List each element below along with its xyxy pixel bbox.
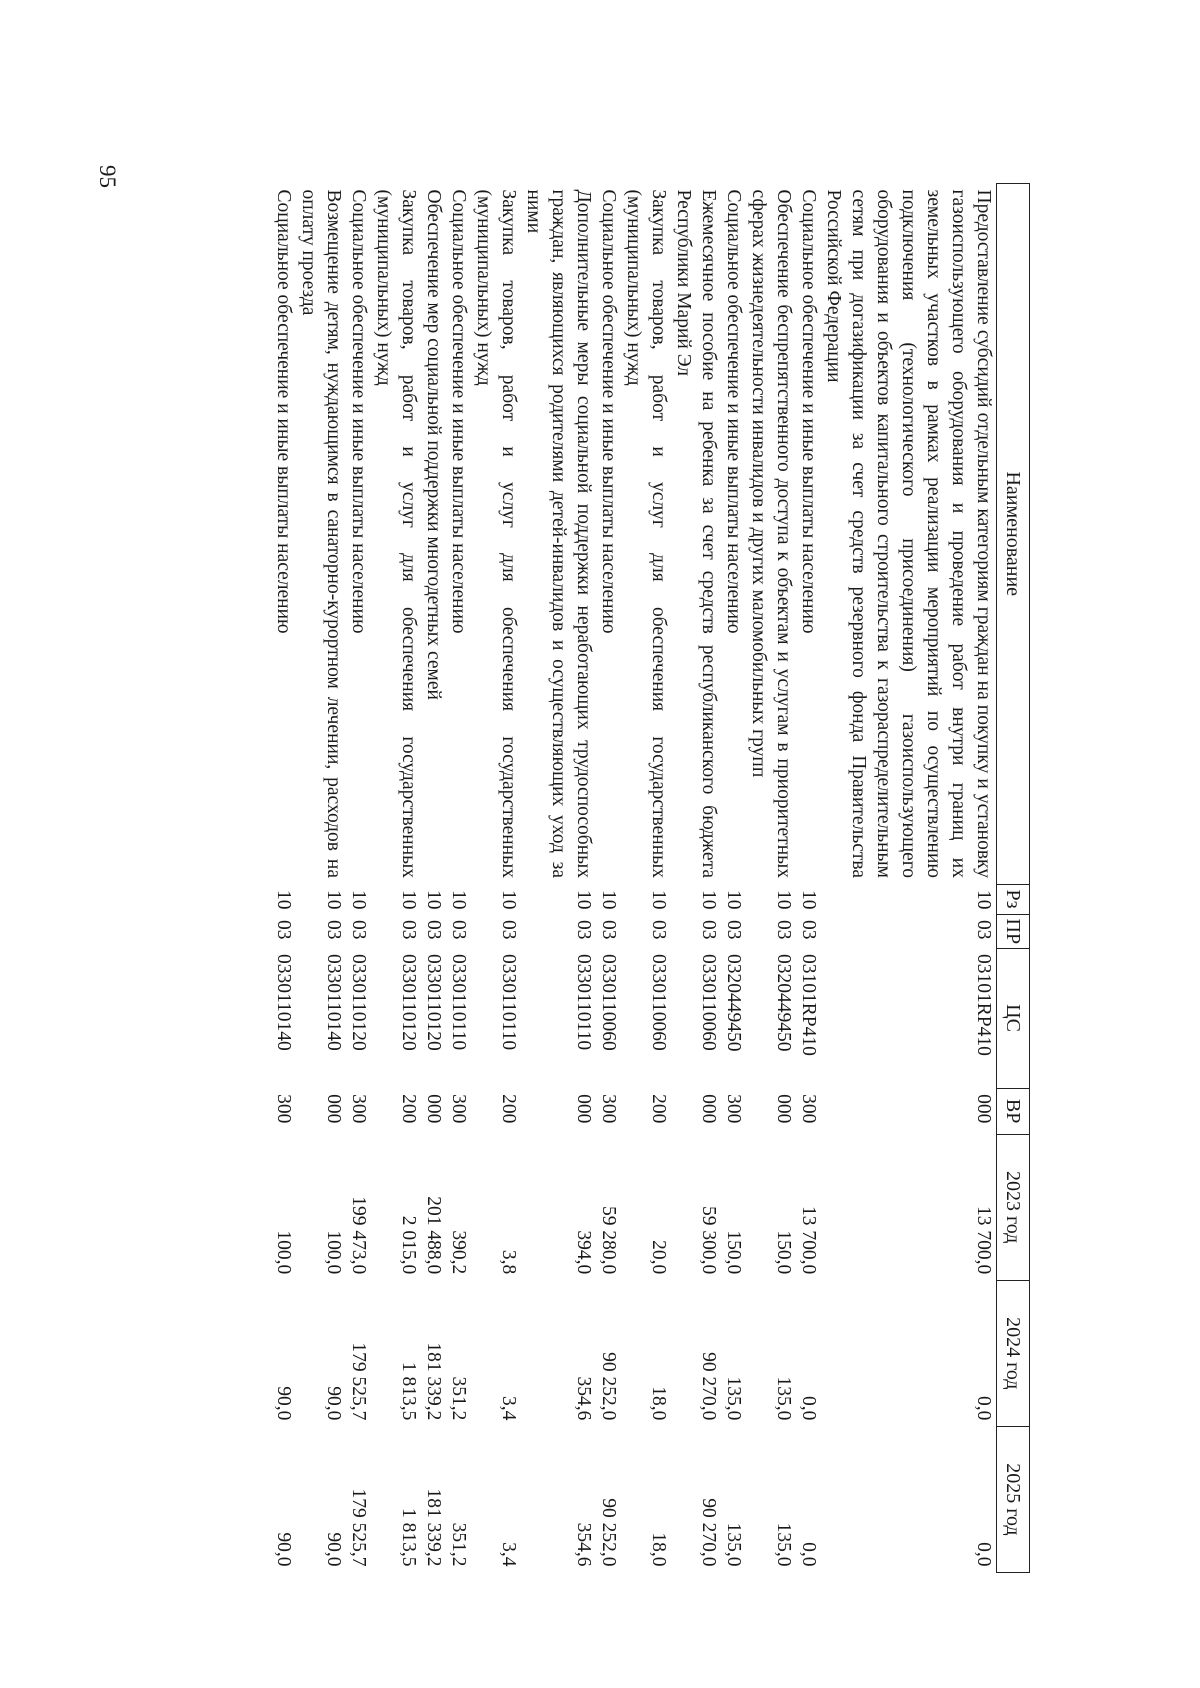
row-vr: 300 — [598, 1094, 619, 1124]
row-2025: 0,0 — [973, 1542, 994, 1567]
table-row — [446, 184, 471, 1573]
row-pr: 03 — [598, 920, 619, 940]
row-name: Предоставление субсидий отдельным категориям граждан на покупку и установку газоиспользующего оборудования и проведение работ внутри границ их земельных участков в рамках реализации мероприятий по осуществлению подключения (технологического присоединения) газоиспользующего оборудования и объектов капитального строительства к газораспределительным сетям при догазификации за счет средств резервного фонда Правительства Российской Федерации — [823, 189, 994, 878]
row-2023: 59 280,0 — [598, 1206, 619, 1275]
table-row — [671, 184, 721, 1573]
row-rz: 10 — [773, 890, 794, 910]
row-rz: 10 — [323, 890, 344, 910]
row-2025: 90 252,0 — [598, 1498, 619, 1567]
table-row — [621, 184, 671, 1573]
row-name: Закупка товаров, работ и услуг для обеспечения государственных (муниципальных) нужд — [373, 189, 419, 878]
rotated-page-content — [170, 183, 1030, 1573]
header-pr: ПР — [997, 914, 1030, 948]
row-vr: 300 — [273, 1094, 294, 1124]
row-cs: 0330110120 — [348, 954, 369, 1051]
row-2024: 135,0 — [723, 1376, 744, 1421]
row-2023: 201 488,0 — [423, 1196, 444, 1275]
row-name: Социальное обеспечение и иные выплаты населению — [348, 189, 369, 634]
row-cs: 03101RP410 — [798, 954, 819, 1056]
row-rz: 10 — [423, 890, 444, 910]
table-header — [997, 184, 1030, 1573]
row-cs: 03101RP410 — [973, 954, 994, 1056]
budget-table — [271, 183, 1030, 1573]
row-vr: 300 — [798, 1094, 819, 1124]
row-name: Дополнительные меры социальной поддержки неработающих трудоспособных граждан, являющихся родителями детей-инвалидов и осуществляющих уход за ними — [523, 189, 594, 878]
row-pr: 03 — [348, 920, 369, 940]
row-cs: 0330110120 — [398, 954, 419, 1051]
row-cs: 0330110110 — [448, 954, 469, 1051]
row-2025: 3,4 — [498, 1542, 519, 1567]
row-vr: 000 — [773, 1094, 794, 1124]
header-name: Наименование — [997, 184, 1030, 885]
row-cs: 0330110110 — [573, 954, 594, 1051]
row-2023: 100,0 — [273, 1230, 294, 1275]
row-2024: 135,0 — [773, 1376, 794, 1421]
table-row — [271, 184, 296, 1573]
row-2024: 90 270,0 — [698, 1352, 719, 1421]
row-vr: 300 — [348, 1094, 369, 1124]
row-2024: 351,2 — [448, 1376, 469, 1421]
row-2024: 354,6 — [573, 1376, 594, 1421]
row-vr: 300 — [448, 1094, 469, 1124]
row-rz: 10 — [448, 890, 469, 910]
row-name: Ежемесячное пособие на ребенка за счет средств республиканского бюджета Республики Марий Эл — [673, 189, 719, 878]
row-cs: 0330110060 — [698, 954, 719, 1051]
row-pr: 03 — [323, 920, 344, 940]
row-cs: 0330110120 — [423, 954, 444, 1051]
row-name: Возмещение детям, нуждающимся в санаторно-курортном лечении, расходов на оплату проезда — [298, 189, 344, 878]
row-pr: 03 — [573, 920, 594, 940]
table-row — [421, 184, 446, 1573]
row-2025: 351,2 — [448, 1522, 469, 1567]
table-row — [296, 184, 346, 1573]
row-rz: 10 — [973, 890, 994, 910]
row-cs: 0330110060 — [598, 954, 619, 1051]
row-2024: 179 525,7 — [348, 1342, 369, 1421]
row-2023: 13 700,0 — [798, 1206, 819, 1275]
row-pr: 03 — [398, 920, 419, 940]
row-2023: 13 700,0 — [973, 1206, 994, 1275]
row-2025: 1 813,5 — [398, 1508, 419, 1567]
table-body — [271, 184, 997, 1573]
row-vr: 200 — [648, 1094, 669, 1124]
row-2024: 0,0 — [973, 1395, 994, 1421]
row-2025: 90,0 — [323, 1532, 344, 1567]
row-rz: 10 — [398, 890, 419, 910]
row-2024: 181 339,2 — [423, 1342, 444, 1421]
row-2023: 20,0 — [648, 1240, 669, 1275]
row-2024: 90 252,0 — [598, 1352, 619, 1421]
row-cs: 0330110140 — [273, 954, 294, 1051]
row-cs: 0330110060 — [648, 954, 669, 1051]
row-rz: 10 — [648, 890, 669, 910]
row-name: Социальное обеспечение и иные выплаты населению — [273, 189, 294, 634]
row-rz: 10 — [273, 890, 294, 910]
row-name: Социальное обеспечение и иные выплаты населению — [798, 189, 819, 634]
row-vr: 000 — [423, 1094, 444, 1124]
row-vr: 200 — [498, 1094, 519, 1124]
row-2024: 0,0 — [798, 1395, 819, 1421]
row-pr: 03 — [498, 920, 519, 940]
row-2023: 59 300,0 — [698, 1206, 719, 1275]
header-2025: 2025 год — [997, 1426, 1030, 1572]
row-cs: 0330110110 — [498, 954, 519, 1051]
row-2025: 181 339,2 — [423, 1488, 444, 1567]
header-row — [997, 184, 1030, 1573]
table-row — [471, 184, 521, 1573]
row-pr: 03 — [798, 920, 819, 940]
row-pr: 03 — [723, 920, 744, 940]
row-rz: 10 — [573, 890, 594, 910]
header-2024: 2024 год — [997, 1280, 1030, 1426]
row-cs: 0320449450 — [723, 954, 744, 1052]
row-2024: 90,0 — [323, 1386, 344, 1421]
row-pr: 03 — [773, 920, 794, 940]
table-row — [721, 184, 746, 1573]
row-rz: 10 — [723, 890, 744, 910]
row-2023: 390,2 — [448, 1230, 469, 1275]
row-cs: 0330110140 — [323, 954, 344, 1051]
row-2024: 3,4 — [498, 1395, 519, 1421]
table-row — [796, 184, 821, 1573]
header-cs: ЦС — [997, 948, 1030, 1088]
row-2025: 18,0 — [648, 1532, 669, 1567]
row-rz: 10 — [798, 890, 819, 910]
row-pr: 03 — [273, 920, 294, 940]
page-number: 95 — [95, 165, 120, 188]
row-pr: 03 — [973, 920, 994, 940]
row-2024: 90,0 — [273, 1386, 294, 1421]
row-2024: 1 813,5 — [398, 1361, 419, 1421]
row-vr: 000 — [573, 1094, 594, 1124]
row-2023: 394,0 — [573, 1230, 594, 1275]
row-vr: 300 — [723, 1094, 744, 1124]
row-2025: 0,0 — [798, 1542, 819, 1567]
table-row — [346, 184, 371, 1573]
row-2025: 135,0 — [723, 1522, 744, 1567]
row-rz: 10 — [498, 890, 519, 910]
row-2023: 150,0 — [773, 1230, 794, 1275]
table-row — [746, 184, 796, 1573]
row-vr: 000 — [973, 1094, 994, 1124]
row-pr: 03 — [448, 920, 469, 940]
table-row — [821, 184, 997, 1573]
header-rz: Рз — [997, 884, 1030, 914]
table-row — [371, 184, 421, 1573]
row-2023: 100,0 — [323, 1230, 344, 1275]
row-2023: 199 473,0 — [348, 1196, 369, 1275]
row-name: Закупка товаров, работ и услуг для обеспечения государственных (муниципальных) нужд — [623, 189, 669, 878]
row-pr: 03 — [698, 920, 719, 940]
header-vr: ВР — [997, 1088, 1030, 1134]
row-name: Социальное обеспечение и иные выплаты населению — [598, 189, 619, 634]
row-pr: 03 — [648, 920, 669, 940]
row-name: Социальное обеспечение и иные выплаты населению — [448, 189, 469, 634]
row-name: Обеспечение мер социальной поддержки многодетных семей — [423, 189, 444, 700]
row-2024: 18,0 — [648, 1386, 669, 1421]
row-vr: 000 — [698, 1094, 719, 1124]
row-vr: 000 — [323, 1094, 344, 1124]
row-rz: 10 — [698, 890, 719, 910]
row-rz: 10 — [348, 890, 369, 910]
row-name: Социальное обеспечение и иные выплаты населению — [723, 189, 744, 634]
row-2025: 135,0 — [773, 1522, 794, 1567]
row-cs: 0320449450 — [773, 954, 794, 1052]
row-2023: 2 015,0 — [398, 1215, 419, 1275]
row-2025: 90,0 — [273, 1532, 294, 1567]
row-name: Закупка товаров, работ и услуг для обеспечения государственных (муниципальных) нужд — [473, 189, 519, 878]
header-2023: 2023 год — [997, 1134, 1030, 1280]
row-2025: 179 525,7 — [348, 1488, 369, 1567]
table-row — [596, 184, 621, 1573]
row-vr: 200 — [398, 1094, 419, 1124]
table-row — [521, 184, 596, 1573]
row-2023: 3,8 — [498, 1249, 519, 1275]
row-pr: 03 — [423, 920, 444, 940]
row-name: Обеспечение беспрепятственного доступа к объектам и услугам в приоритетных сферах жизнедеятельности инвалидов и других маломобильных групп — [748, 189, 794, 878]
row-2023: 150,0 — [723, 1230, 744, 1275]
row-rz: 10 — [598, 890, 619, 910]
row-2025: 90 270,0 — [698, 1498, 719, 1567]
row-2025: 354,6 — [573, 1522, 594, 1567]
